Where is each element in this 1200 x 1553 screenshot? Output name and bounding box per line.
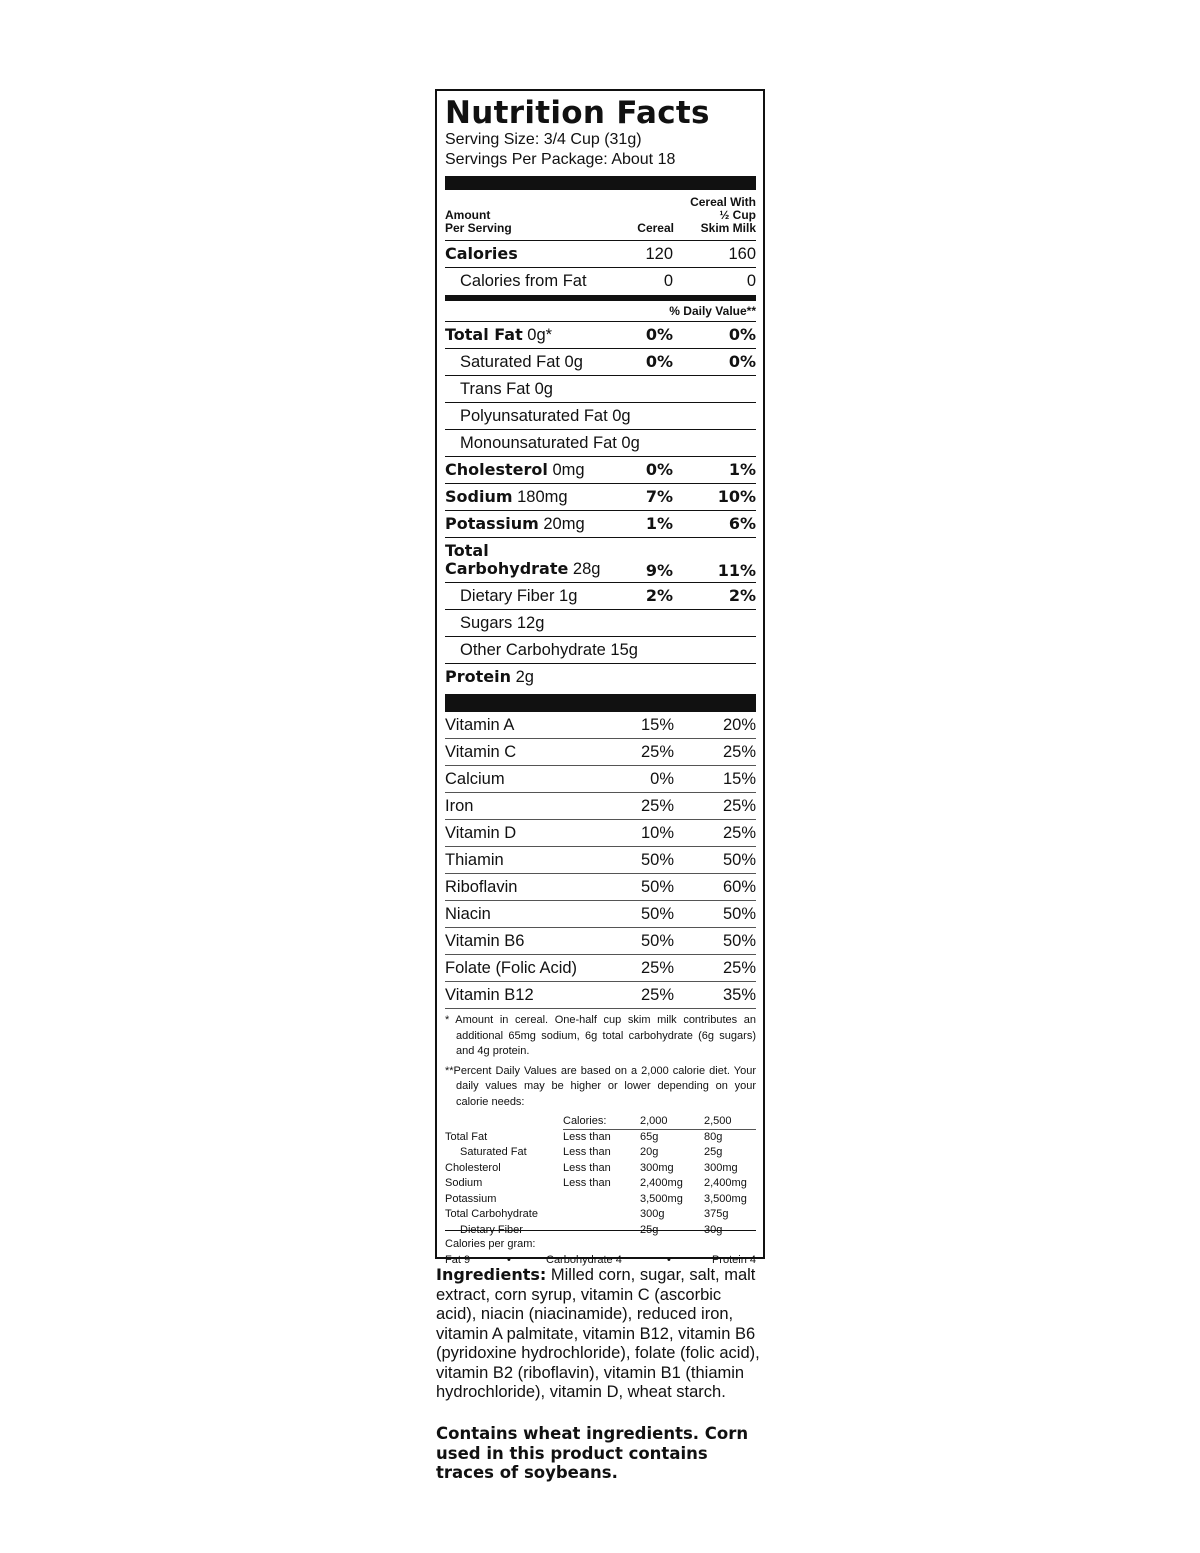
nutrient-dv-cereal: 2% bbox=[645, 586, 673, 605]
label-title: Nutrition Facts bbox=[445, 95, 710, 131]
nutrient-row-sugars bbox=[445, 609, 756, 636]
vitamin-name: Vitamin B6 bbox=[445, 932, 525, 950]
nutrient-row-saturated-fat bbox=[445, 348, 756, 375]
nutrient-name: Monounsaturated Fat 0g bbox=[460, 434, 640, 452]
vitamin-dv-cereal: 15% bbox=[640, 716, 674, 734]
dv-row-2000: 2,400mg bbox=[640, 1177, 683, 1189]
nutrient-dv-cereal: 1% bbox=[645, 514, 673, 533]
nutrient-name: Protein bbox=[445, 667, 511, 686]
nutrient-dv-cereal: 0% bbox=[645, 460, 673, 479]
dv-row-2000: 25g bbox=[640, 1223, 659, 1236]
dv-row-name: Cholesterol bbox=[445, 1161, 501, 1174]
dv-row-qualifier: Less than bbox=[563, 1146, 611, 1158]
vitamin-dv-cereal: 0% bbox=[650, 770, 674, 788]
col2-heading-line3: Skim Milk bbox=[700, 221, 756, 235]
nutrient-dv-with-milk: 1% bbox=[728, 460, 756, 479]
nutrient-dv-cereal: 7% bbox=[645, 487, 673, 506]
nutrient-name-line2: Carbohydrate bbox=[445, 559, 569, 578]
dv-row-name: Potassium bbox=[445, 1192, 497, 1205]
nutrient-name: Potassium bbox=[445, 514, 539, 533]
nutrient-row-cholesterol bbox=[445, 456, 756, 483]
calories-from-fat-with-milk: 0 bbox=[746, 272, 756, 290]
footnote-daily-values: **Percent Daily Values are based on a 2,000 calorie diet. Your daily values may be higher or lower depending on your calorie needs: bbox=[445, 1064, 756, 1108]
vitamin-name: Thiamin bbox=[445, 851, 504, 869]
nutrition-facts-label bbox=[435, 89, 765, 1266]
dv-row-2500: 300mg bbox=[704, 1161, 738, 1174]
vitamin-name: Vitamin A bbox=[445, 716, 515, 734]
nutrient-row-dietary-fiber bbox=[445, 582, 756, 609]
vitamin-row-iron bbox=[445, 793, 756, 820]
vitamin-dv-with-milk: 35% bbox=[722, 986, 756, 1004]
vitamin-row-riboflavin bbox=[445, 874, 756, 901]
nutrient-dv-with-milk: 2% bbox=[728, 586, 756, 605]
nutrient-row-monounsaturated-fat bbox=[445, 429, 756, 456]
nutrient-amount: 20mg bbox=[538, 515, 585, 533]
vitamin-row-vitamin-b6 bbox=[445, 928, 756, 955]
vitamin-row-vitamin-c bbox=[445, 739, 756, 766]
calories-from-fat-row bbox=[445, 267, 756, 294]
calories-from-fat-cereal: 0 bbox=[663, 272, 673, 290]
dv-row-name: Dietary Fiber bbox=[460, 1223, 523, 1236]
dv-row-qualifier: Less than bbox=[563, 1177, 611, 1189]
nutrient-amount: 0mg bbox=[547, 461, 585, 479]
calories-per-gram-label: Calories per gram: bbox=[445, 1238, 536, 1250]
ingredients-heading: Ingredients: bbox=[436, 1265, 547, 1284]
vitamin-name: Niacin bbox=[445, 905, 491, 923]
dv-table-row bbox=[445, 1223, 756, 1239]
amount-heading-line1: Amount bbox=[445, 208, 491, 222]
vitamin-dv-with-milk: 60% bbox=[722, 878, 756, 896]
nutrient-amount: 2g bbox=[510, 668, 534, 686]
nutrient-name: Total Fat bbox=[445, 325, 523, 344]
serving-size: Serving Size: 3/4 Cup (31g) bbox=[445, 131, 642, 148]
vitamin-dv-with-milk: 20% bbox=[722, 716, 756, 734]
dv-row-2500: 25g bbox=[704, 1146, 723, 1158]
allergen-statement: Contains wheat ingredients. Corn used in this product contains traces of soybeans. bbox=[436, 1424, 749, 1482]
nutrient-dv-cereal: 0% bbox=[645, 352, 673, 371]
calories-with-milk: 160 bbox=[728, 245, 756, 263]
dv-table-header bbox=[445, 1114, 756, 1130]
cereal-with-milk-column-heading bbox=[690, 196, 756, 235]
dv-row-2000: 20g bbox=[640, 1146, 659, 1158]
dv-table-row bbox=[445, 1145, 756, 1161]
amount-heading-line2: Per Serving bbox=[445, 221, 512, 235]
vitamin-row-calcium bbox=[445, 766, 756, 793]
nutrient-dv-with-milk: 0% bbox=[728, 325, 756, 344]
cereal-column-heading: Cereal bbox=[637, 221, 674, 235]
dv-row-2000: 300mg bbox=[640, 1161, 674, 1174]
nutrient-row-potassium bbox=[445, 510, 756, 537]
vitamin-dv-with-milk: 25% bbox=[722, 824, 756, 842]
vitamin-name: Iron bbox=[445, 797, 474, 815]
dv-row-2500: 3,500mg bbox=[704, 1192, 747, 1205]
dv-table-row bbox=[445, 1207, 756, 1223]
vitamin-name: Riboflavin bbox=[445, 878, 518, 896]
vitamins-list bbox=[445, 712, 756, 1009]
vitamin-name: Vitamin D bbox=[445, 824, 517, 842]
dv-row-2000: 65g bbox=[640, 1130, 659, 1143]
col2-heading-line2: ½ Cup bbox=[719, 208, 756, 222]
fat-calories-per-gram: Fat 9 bbox=[445, 1254, 471, 1266]
vitamin-dv-with-milk: 50% bbox=[722, 905, 756, 923]
nutrient-name: Sugars 12g bbox=[460, 614, 545, 632]
nutrient-amount: 28g bbox=[568, 560, 601, 578]
vitamin-row-vitamin-b12 bbox=[445, 982, 756, 1009]
protein-calories-per-gram: Protein 4 bbox=[711, 1254, 756, 1266]
dv-row-name: Saturated Fat bbox=[460, 1146, 527, 1158]
vitamin-dv-cereal: 25% bbox=[640, 743, 674, 761]
amount-per-serving-heading bbox=[445, 209, 512, 235]
vitamin-name: Calcium bbox=[445, 770, 505, 788]
nutrient-amount: 180mg bbox=[512, 488, 568, 506]
vitamin-row-thiamin bbox=[445, 847, 756, 874]
vitamin-dv-cereal: 25% bbox=[640, 986, 674, 1004]
nutrient-row-total-fat bbox=[445, 321, 756, 348]
vitamin-dv-with-milk: 50% bbox=[722, 851, 756, 869]
ingredients-statement bbox=[436, 1265, 764, 1403]
dv-col-2500: 2,500 bbox=[704, 1115, 732, 1127]
vitamin-dv-with-milk: 25% bbox=[722, 743, 756, 761]
vitamin-dv-cereal: 25% bbox=[640, 797, 674, 815]
carb-calories-per-gram: Carbohydrate 4 bbox=[546, 1254, 622, 1266]
vitamin-dv-cereal: 50% bbox=[640, 905, 674, 923]
vitamin-name: Vitamin B12 bbox=[445, 986, 534, 1004]
servings-per-package: Servings Per Package: About 18 bbox=[445, 151, 676, 168]
footnote-amount-in-cereal: * Amount in cereal. One-half cup skim milk contributes an additional 65mg sodium, 6g total carbohydrate (6g sugars) and 4g protein. bbox=[445, 1014, 756, 1057]
dv-table-row bbox=[445, 1192, 756, 1208]
vitamin-dv-with-milk: 50% bbox=[722, 932, 756, 950]
dv-row-qualifier: Less than bbox=[563, 1130, 611, 1143]
ingredients-text: Milled corn, sugar, salt, malt extract, corn syrup, vitamin C (ascorbic acid), niacin (niacinamide), reduced iron, vitamin A palmitate, vitamin B12, vitamin B6 (pyridoxine hydrochloride), folate (folic acid), vitamin B2 (riboflavin), vitamin B1 (thiamin hydrochloride), vitamin D, wheat starch. bbox=[436, 1266, 760, 1401]
bullet-separator: • bbox=[667, 1254, 671, 1266]
dv-table-row bbox=[445, 1161, 756, 1177]
dv-row-2500: 80g bbox=[704, 1130, 723, 1143]
nutrient-dv-cereal: 9% bbox=[645, 561, 673, 580]
nutrient-dv-with-milk: 10% bbox=[717, 487, 756, 506]
footnotes bbox=[445, 1013, 756, 1110]
nutrient-row-total-carbohydrate bbox=[445, 537, 756, 582]
bullet-separator: • bbox=[507, 1254, 511, 1266]
nutrient-row-trans-fat bbox=[445, 375, 756, 402]
nutrient-name: Trans Fat 0g bbox=[460, 380, 553, 398]
thick-divider bbox=[445, 176, 756, 190]
calories-row bbox=[445, 240, 756, 267]
vitamin-dv-cereal: 50% bbox=[640, 932, 674, 950]
dv-table-row bbox=[445, 1176, 756, 1192]
dv-row-2500: 2,400mg bbox=[704, 1177, 747, 1189]
vitamin-row-vitamin-d bbox=[445, 820, 756, 847]
nutrient-dv-with-milk: 11% bbox=[717, 561, 756, 580]
dv-row-name: Sodium bbox=[445, 1177, 483, 1189]
dv-row-2500: 375g bbox=[704, 1208, 729, 1220]
nutrient-name: Dietary Fiber 1g bbox=[460, 587, 578, 605]
column-header bbox=[445, 190, 756, 240]
dv-row-qualifier: Less than bbox=[563, 1161, 611, 1174]
nutrient-row-sodium bbox=[445, 483, 756, 510]
nutrient-name: Cholesterol bbox=[445, 460, 548, 479]
nutrient-row-protein bbox=[445, 663, 756, 690]
calories-cereal: 120 bbox=[645, 245, 673, 263]
dv-row-2000: 300g bbox=[640, 1208, 665, 1220]
nutrient-dv-with-milk: 6% bbox=[728, 514, 756, 533]
vitamin-dv-cereal: 50% bbox=[640, 851, 674, 869]
dv-row-2000: 3,500mg bbox=[640, 1192, 683, 1205]
dv-col-2000: 2,000 bbox=[640, 1115, 668, 1127]
nutrient-name: Sodium bbox=[445, 487, 513, 506]
nutrient-name: Saturated Fat 0g bbox=[460, 353, 583, 371]
calories-label: Calories bbox=[445, 244, 518, 263]
dv-table-row bbox=[445, 1130, 756, 1146]
nutrient-amount: 0g* bbox=[522, 326, 553, 344]
nutrient-name: Polyunsaturated Fat 0g bbox=[460, 407, 631, 425]
nutrient-row-polyunsaturated-fat bbox=[445, 402, 756, 429]
nutrient-dv-with-milk: 0% bbox=[728, 352, 756, 371]
vitamin-row-folate bbox=[445, 955, 756, 982]
vitamin-dv-cereal: 10% bbox=[640, 824, 674, 842]
daily-value-reference-table bbox=[445, 1114, 756, 1236]
vitamin-dv-cereal: 50% bbox=[640, 878, 674, 896]
vitamin-dv-cereal: 25% bbox=[640, 959, 674, 977]
col2-heading-line1: Cereal With bbox=[690, 195, 756, 209]
vitamin-dv-with-milk: 25% bbox=[722, 797, 756, 815]
dv-row-name: Total Fat bbox=[445, 1130, 488, 1143]
vitamin-name: Vitamin C bbox=[445, 743, 517, 761]
vitamin-dv-with-milk: 15% bbox=[722, 770, 756, 788]
dv-row-2500: 30g bbox=[704, 1223, 723, 1236]
nutrient-name-line1: Total bbox=[445, 541, 489, 560]
nutrient-dv-cereal: 0% bbox=[645, 325, 673, 344]
vitamin-name: Folate (Folic Acid) bbox=[445, 959, 578, 977]
daily-value-heading: % Daily Value** bbox=[669, 304, 756, 318]
vitamin-row-vitamin-a bbox=[445, 712, 756, 739]
dv-calories-label: Calories: bbox=[563, 1115, 607, 1127]
vitamin-row-niacin bbox=[445, 901, 756, 928]
vitamin-dv-with-milk: 25% bbox=[722, 959, 756, 977]
nutrient-row-other-carbohydrate bbox=[445, 636, 756, 663]
calories-from-fat-label: Calories from Fat bbox=[460, 272, 587, 290]
dv-row-name: Total Carbohydrate bbox=[445, 1208, 538, 1220]
nutrient-name: Other Carbohydrate 15g bbox=[460, 641, 638, 659]
thick-divider-vitamins bbox=[445, 694, 756, 712]
